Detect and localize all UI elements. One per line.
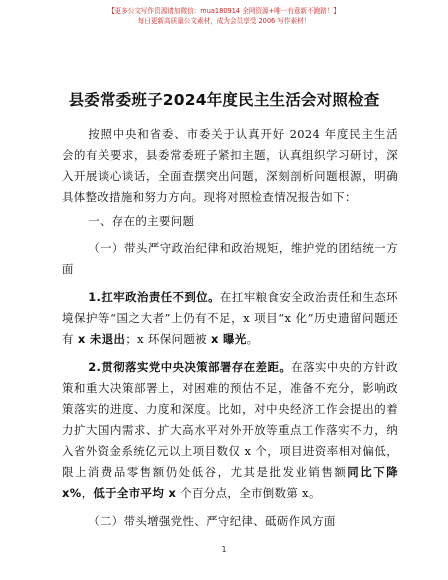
document-title: 县委常委班子2024年度民主生活会对照检查 [68,91,380,109]
document-body [62,124,398,532]
point-1-paragraph [62,287,398,350]
banner-line-1: 【更多公文写作资源请加微信：mua180914 全网资源+唯一有意新不跑路！】 [107,7,341,15]
point-2-mid: ， [81,486,94,500]
point-2-paragraph [62,357,398,504]
point-2-bold-a: 同比下降 x% [62,465,398,500]
subsection-heading-2: （二）带头增强党性、严守纪律、砥砺作风方面 [88,514,336,528]
page-number: 1 [221,545,227,554]
point-2-bold-b: 低于全市平均 x [93,486,177,500]
intro-paragraph: 按照中央和省委、市委关于认真开好 2024 年度民主生活会的有关要求，县委常委班子紧扣主题，认真组织学习研讨，深入开展谈心谈话，全面查摆突出问题，深刻剖析问题根源，明确具体整改措施和努力方向。现将对照检查情况报告如下： [62,127,398,204]
section-heading-1: 一、存在的主要问题 [88,214,195,228]
point-1-mid: ；x 环保问题被 [125,332,211,346]
promo-banner [0,6,448,26]
point-1-body: 在扛牢粮食安全政治责任和生态环境保护等“国之大者”上仍有不足，x 项目“x 化”历史遗留问题还有 [62,290,398,346]
subsection-heading-1: （一）带头严守政治纪律和政治规矩，维护党的团结统一方面 [62,241,398,276]
point-1-bold-a: x 未退出 [77,332,126,346]
point-1-end: 。 [246,332,259,346]
point-2-lead: 2.贯彻落实党中央决策部署存在差距。 [88,360,292,374]
point-2-end: 个百分点，全市倒数第 x。 [176,486,321,500]
point-2-body: 在落实中央的方针政策和重大决策部署上，对困难的预估不足，准备不充分，影响政策落实的进度、力度和深度。比如，对中央经济工作会提出的着力扩大国内需求、扩大高水平对外开放等重点工作落实不力，纳入省外资金系统亿元以上项目数仅 x 个，项目进资率相对偏低，限上消费品零售额仍处低谷，尤其是批发业销售额 [62,360,398,479]
banner-line-2: 每日更新高质量公文素材，成为会员享受 2006 写作素材！ [137,17,311,25]
point-1-bold-b: x 曝光 [210,332,247,346]
point-1-lead: 1.扛牢政治责任不到位。 [88,290,221,304]
